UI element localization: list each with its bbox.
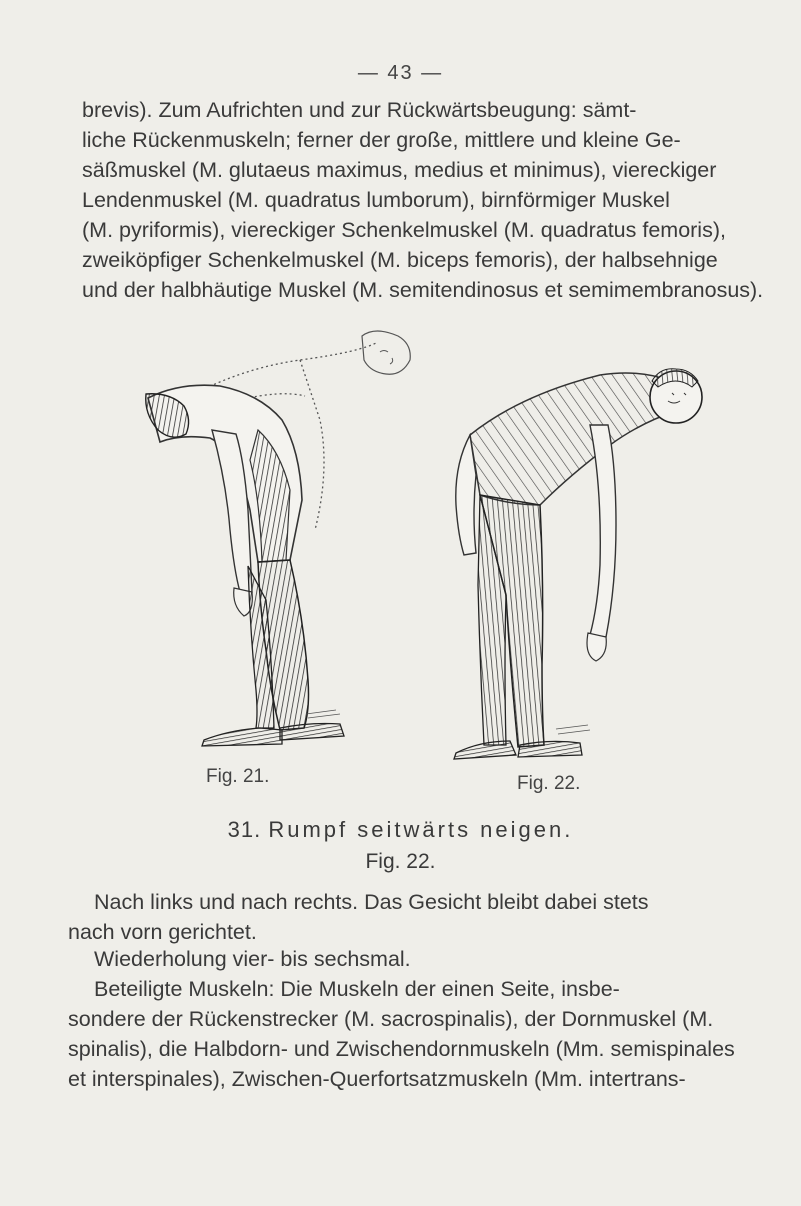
text-line: säßmuskel (M. glutaeus maximus, medius et minimus), viereckiger	[82, 158, 717, 182]
text-line: nach vorn gerichtet.	[68, 920, 257, 944]
figure-21-illustration	[140, 330, 440, 760]
section-number: 31.	[227, 817, 262, 842]
text-line: liche Rückenmuskeln; ferner der große, mittlere und kleine Ge-	[82, 128, 681, 152]
body-paragraph-2	[68, 944, 708, 974]
text-line: und der halbhäutige Muskel (M. semitendinosus et semimembranosus).	[82, 278, 764, 302]
text-line: brevis). Zum Aufrichten und zur Rückwärtsbeugung: sämt-	[82, 98, 637, 122]
text-line: Nach links und nach rechts. Das Gesicht bleibt dabei stets	[94, 890, 649, 914]
text-line: et interspinales), Zwischen-Querfortsatzmuskeln (Mm. intertrans-	[68, 1067, 686, 1091]
text-line: (M. pyriformis), viereckiger Schenkelmuskel (M. quadratus femoris),	[82, 218, 726, 242]
text-line: Wiederholung vier- bis sechsmal.	[94, 947, 411, 971]
figure-22-illustration	[440, 365, 705, 765]
section-figure-reference: Fig. 22.	[365, 850, 436, 873]
body-paragraph-3	[68, 974, 735, 1094]
text-line: zweiköpfiger Schenkelmuskel (M. biceps femoris), der halbsehnige	[82, 248, 718, 272]
text-line: spinalis), die Halbdorn- und Zwischendornmuskeln (Mm. semispinales	[68, 1037, 735, 1061]
figure-22-caption: Fig. 22.	[517, 773, 581, 794]
body-paragraph-1	[68, 887, 708, 947]
text-line: Lendenmuskel (M. quadratus lumborum), birnförmiger Muskel	[82, 188, 670, 212]
page-number: — 43 —	[357, 62, 444, 84]
section-heading	[0, 817, 801, 843]
figure-21-caption: Fig. 21.	[206, 766, 270, 787]
top-paragraph	[82, 95, 764, 305]
section-title: Rumpf seitwärts neigen.	[268, 817, 574, 842]
text-line: sondere der Rückenstrecker (M. sacrospinalis), der Dornmuskel (M.	[68, 1007, 714, 1031]
text-line: Beteiligte Muskeln: Die Muskeln der einen Seite, insbe-	[94, 977, 620, 1001]
